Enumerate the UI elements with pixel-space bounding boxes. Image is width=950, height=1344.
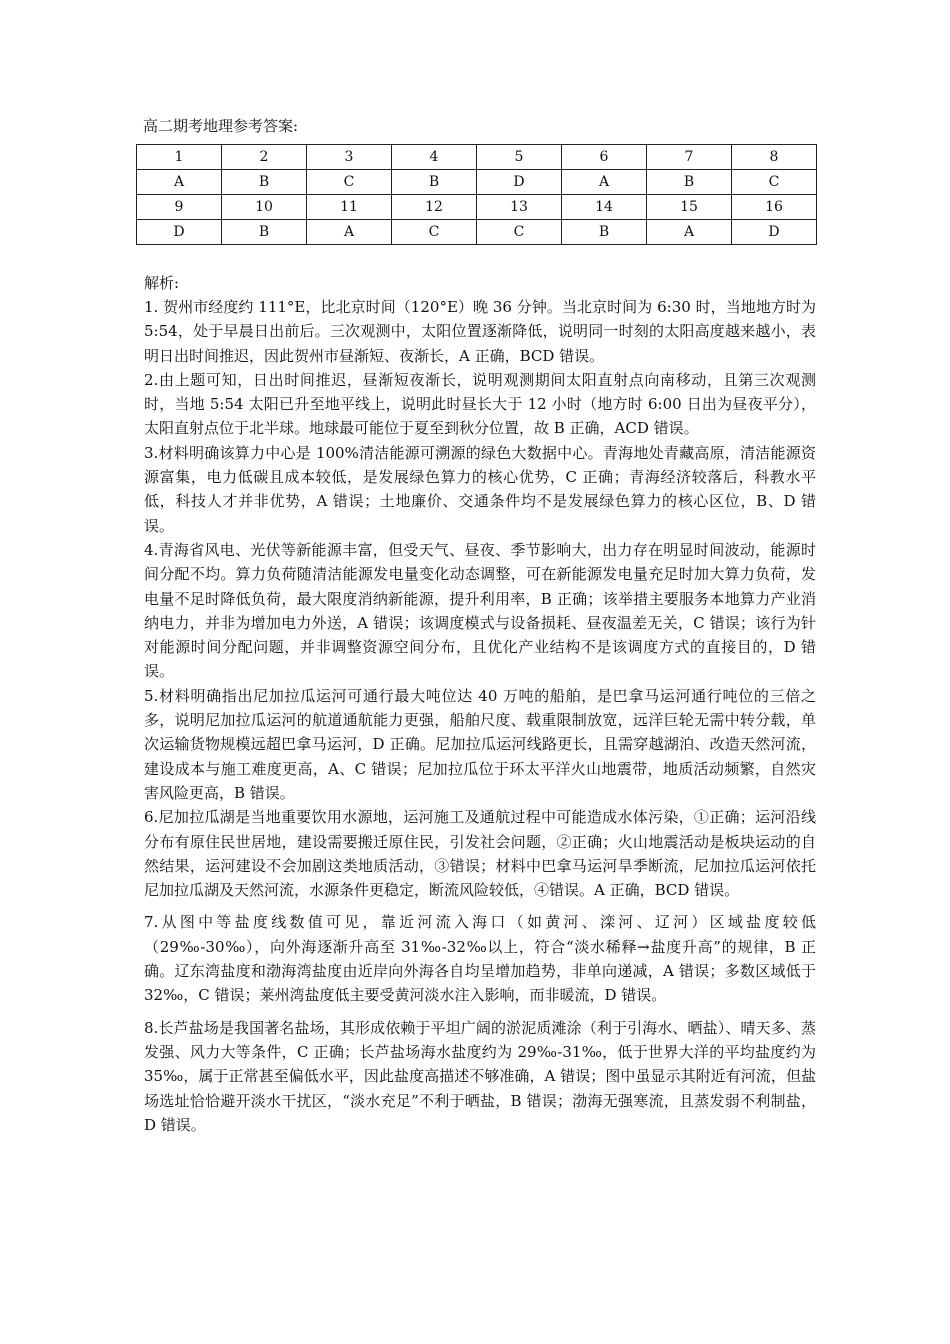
table-cell: B	[562, 220, 647, 245]
table-cell: 14	[562, 195, 647, 220]
analysis-label: 解析:	[144, 274, 180, 292]
analysis-paragraph-8: 8.长芦盐场是我国著名盐场，其形成依赖于平坦广阔的淤泥质滩涂（利于引海水、晒盐）、晴天多、蒸发强、风力大等条件，C 正确；长芦盐场海水盐度约为 29‰-31‰，低于世界大洋的平均盐度约为 35‰，属于正常甚至偏低水平，因此盐度高描述不够准确，A 错误；图中虽显示其附近有河流，但盐场选址恰恰避开淡水干扰区，“淡水充足”不利于晒盐，B 错误；渤海无强寒流，且蒸发弱不利制盐，D 错误。	[144, 1018, 816, 1134]
analysis-paragraph-7: 7.从图中等盐度线数值可见，靠近河流入海口（如黄河、滦河、辽河）区域盐度较低（29‰-30‰），向外海逐渐升高至 31‰-32‰以上，符合“淡水稀释→盐度升高”的规律，B 正确。辽东湾盐度和渤海湾盐度由近岸向外海各自均呈增加趋势，非单向递减，A 错误；多数区域低于 32‰，C 错误；莱州湾盐度低主要受黄河淡水注入影响，而非暖流，D 错误。	[144, 913, 816, 1005]
answer-document	[144, 114, 816, 1137]
table-cell: D	[732, 220, 817, 245]
table-cell: B	[222, 170, 307, 195]
analysis-paragraph-1: 1. 贺州市经度约 111°E，比北京时间（120°E）晚 36 分钟。当北京时间为 6:30 时，当地地方时为 5:54，处于早晨日出前后。三次观测中，太阳位置逐渐降低，说明同一时刻的太阳高度越来越小，表明日出时间推迟，因此贺州市昼渐短、夜渐长，A 正确，BCD 错误。	[144, 298, 816, 365]
table-cell: 11	[307, 195, 392, 220]
table-cell: 15	[647, 195, 732, 220]
analysis-paragraph-6: 6.尼加拉瓜湖是当地重要饮用水源地，运河施工及通航过程中可能造成水体污染，①正确；运河沿线分布有原住民世居地，建设需要搬迁原住民，引发社会问题，②正确；火山地震活动是板块运动的自然结果，运河建设不会加剧这类地质活动，③错误；材料中巴拿马运河旱季断流，尼加拉瓜运河依托尼加拉瓜湖及天然河流，水源条件更稳定，断流风险较低，④错误。A 正确，BCD 错误。	[144, 808, 816, 900]
table-cell: A	[307, 220, 392, 245]
table-cell: A	[647, 220, 732, 245]
table-cell: 16	[732, 195, 817, 220]
analysis-paragraph-4: 4.青海省风电、光伏等新能源丰富，但受天气、昼夜、季节影响大，出力存在明显时间波动，能源时间分配不均。算力负荷随清洁能源发电量变化动态调整，可在新能源发电量充足时加大算力负荷，发电量不足时降低负荷，最大限度消纳新能源，提升利用率，B 正确；该举措主要服务本地算力产业消纳电力，并非为增加电力外送，A 错误；该调度模式与设备损耗、昼夜温差无关，C 错误；该行为针对能源时间分配问题，并非调整资源空间分布，且优化产业结构不是该调度方式的直接目的，D 错误。	[144, 540, 816, 681]
analysis-paragraph-3: 3.材料明确该算力中心是 100%清洁能源可溯源的绿色大数据中心。青海地处青藏高原，清洁能源资源富集，电力低碳且成本较低，是发展绿色算力的核心优势，C 正确；青海经济较落后，科教水平低，科技人才并非优势，A 错误；土地廉价、交通条件均不是发展绿色算力的核心区位，B、D 错误。	[144, 443, 816, 535]
table-cell: A	[137, 170, 222, 195]
table-cell: D	[477, 170, 562, 195]
table-cell: C	[392, 220, 477, 245]
table-row	[137, 220, 817, 245]
table-cell: B	[647, 170, 732, 195]
table-cell: C	[477, 220, 562, 245]
table-row	[137, 195, 817, 220]
table-cell: 12	[392, 195, 477, 220]
table-row	[137, 145, 817, 170]
table-cell: 9	[137, 195, 222, 220]
table-cell: 6	[562, 145, 647, 170]
analysis-paragraph-5: 5.材料明确指出尼加拉瓜运河可通行最大吨位达 40 万吨的船舶，是巴拿马运河通行吨位的三倍之多，说明尼加拉瓜运河的航道通航能力更强，船舶尺度、载重限制放宽，远洋巨轮无需中转分载，单次运输货物规模远超巴拿马运河，D 正确。尼加拉瓜运河线路更长，且需穿越湖泊、改造天然河流，建设成本与施工难度更高，A、C 错误；尼加拉瓜位于环太平洋火山地震带，地质活动频繁，自然灾害风险更高，B 错误。	[144, 686, 816, 802]
table-cell: B	[222, 220, 307, 245]
table-cell: 7	[647, 145, 732, 170]
table-cell: D	[137, 220, 222, 245]
table-cell: C	[732, 170, 817, 195]
table-cell: C	[307, 170, 392, 195]
table-cell: 3	[307, 145, 392, 170]
table-cell: B	[392, 170, 477, 195]
table-cell: 10	[222, 195, 307, 220]
table-cell: 5	[477, 145, 562, 170]
table-cell: 2	[222, 145, 307, 170]
document-title: 高二期考地理参考答案:	[143, 117, 299, 135]
table-cell: 1	[137, 145, 222, 170]
table-cell: 4	[392, 145, 477, 170]
table-cell: A	[562, 170, 647, 195]
answer-table	[136, 144, 817, 245]
table-cell: 8	[732, 145, 817, 170]
analysis-paragraph-2: 2.由上题可知，日出时间推迟，昼渐短夜渐长，说明观测期间太阳直射点向南移动，且第三次观测时，当地 5:54 太阳已升至地平线上，说明此时昼长大于 12 小时（地方时 6:00 日出为昼夜平分），太阳直射点位于北半球。地球最可能位于夏至到秋分位置，故 B 正确，ACD 错误。	[144, 370, 816, 438]
table-cell: 13	[477, 195, 562, 220]
table-row	[137, 170, 817, 195]
